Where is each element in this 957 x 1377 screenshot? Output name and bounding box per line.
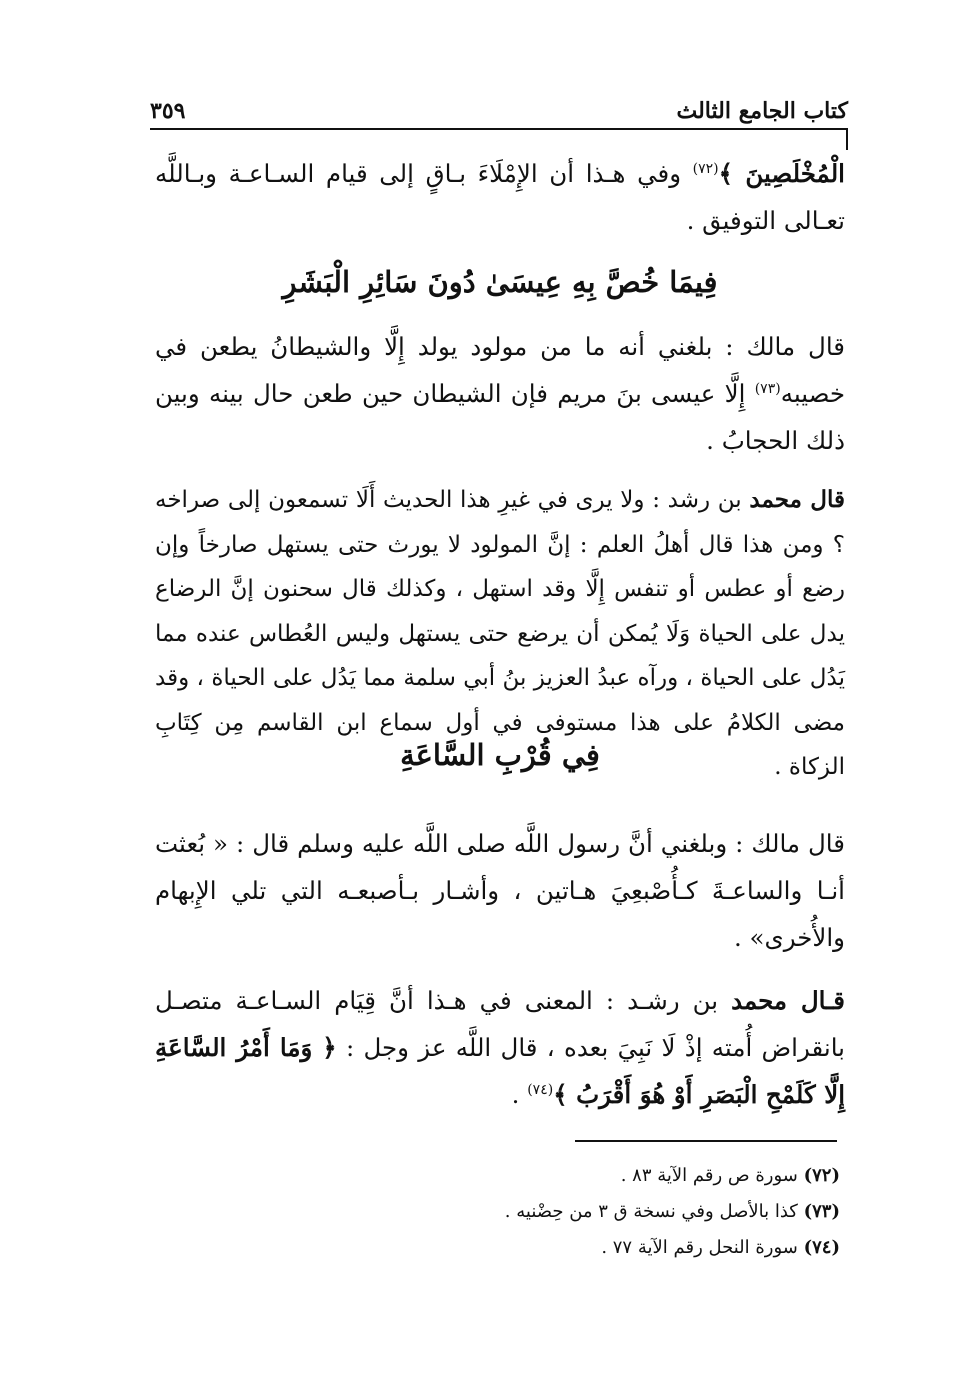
paragraph-4 (155, 820, 845, 961)
paragraph-1 (155, 150, 845, 244)
footnote-text: سورة النحل رقم الآية ٧٧ . (601, 1237, 804, 1258)
footnote-ref-73: (٧٣) (754, 380, 781, 397)
paragraph-text: قال مالك : وبلغني أنَّ رسول اللَّه صلى اللَّه عليه وسلم قال : (235, 829, 845, 858)
footnote-74 (300, 1230, 840, 1266)
page-number: ٣٥٩ (150, 98, 186, 124)
speaker-name-rest: بن رشد (667, 487, 750, 513)
footnotes (300, 1158, 840, 1266)
footnote-number: (٧٣) (803, 1201, 840, 1222)
footnote-text: كذا بالأصل وفي نسخة ق ٣ من حِضْنيه . (504, 1201, 804, 1222)
header-rule (150, 128, 848, 130)
speaker-name: قـال محمد (731, 986, 845, 1015)
footnote-72 (300, 1158, 840, 1194)
paragraph-5 (155, 977, 845, 1118)
header-title: كتاب الجامع الثالث (676, 98, 848, 124)
footnote-number: (٧٢) (803, 1165, 840, 1186)
section-heading-1: فِيمَا خُصَّ بِهِ عِيسَىٰ دُونَ سَائِرِ الْبَشَرِ (282, 265, 718, 299)
paragraph-text: قال مالك : بلغني أنه ما من مولود يولد إِلَّا والشيطانُ يطعن في خصيبه (155, 332, 845, 408)
paragraph-text: : ولا يرى في غيرِ هذا الحديث أَلَا تسمعون إلى صراخه ؟ ومن هذا قال أهلُ العلم : إنَّ المولود لا يورث حتى يستهل صارخاً وإن رضع أو عطس أو تنفس إِلَّا وقد استهل ، وكذلك قال سحنون إنَّ الرضاع يدل على الحياة وَلَا يُمكن أن يرضع حتى يستهل وليس العُطاس عنده مما يَدُل على الحياة ، ورآه عبدُ العزيز بنُ أبي سلمة مما يَدُل على الحياة ، وقد مضى الكلامُ على هذا مستوفى في أول سماع ابن القاسم مِن كِتَابِ الزكاة . (155, 487, 845, 780)
footnote-text: سورة ص رقم الآية ٨٣ . (620, 1165, 804, 1186)
paragraph-end: . (511, 1080, 528, 1109)
paragraph-2 (155, 323, 845, 464)
paragraph-text: وفي هـذا أن الإِمْلَاءَ بـاقٍ إلى قيام السـاعـة وبـاللَّه تعـالى التوفيق . (155, 159, 845, 235)
section-heading-2: فِي قُرْبِ السَّاعَةِ (400, 738, 600, 772)
footnote-separator (575, 1140, 837, 1142)
speaker-name: قال محمد (749, 486, 846, 513)
footnote-number: (٧٤) (803, 1237, 840, 1258)
footnote-ref-74: (٧٤) (527, 1081, 554, 1098)
header-side-rule (846, 128, 848, 150)
paragraph-text-cont: إِلَّا عيسى بنَ مريم فإن الشيطان حين طعن حال بينه وبين ذلك الحجابُ . (155, 379, 845, 455)
footnote-73 (300, 1194, 840, 1230)
paragraph-text: : المعنى في هـذا أنَّ قِيَام السـاعـة متصـل بانقراض أُمته إذْ لَا نَبِيَ بعده ، قال اللَّه عز وجل : (155, 986, 845, 1062)
verse-fragment: الْمُخْلَصِينَ ﴾ (718, 159, 845, 188)
hadith-quote: « بُعثت أنـا والساعـةَ كـأُصْبعِيَ هـاتين ، وأشـار بـأصبعـه التي تلي الإِبهام والأُخرى» . (155, 829, 845, 952)
quran-verse: ﴿ وَمَا أَمْرُ السَّاعَةِ إِلَّا كَلَمْحِ الْبَصَرِ أَوْ هُوَ أَقْرَبُ ﴾ (155, 1033, 845, 1109)
footnote-ref-72: (٧٢) (692, 160, 719, 177)
speaker-name-rest: بن رشـد (627, 986, 732, 1015)
running-header (150, 80, 848, 124)
